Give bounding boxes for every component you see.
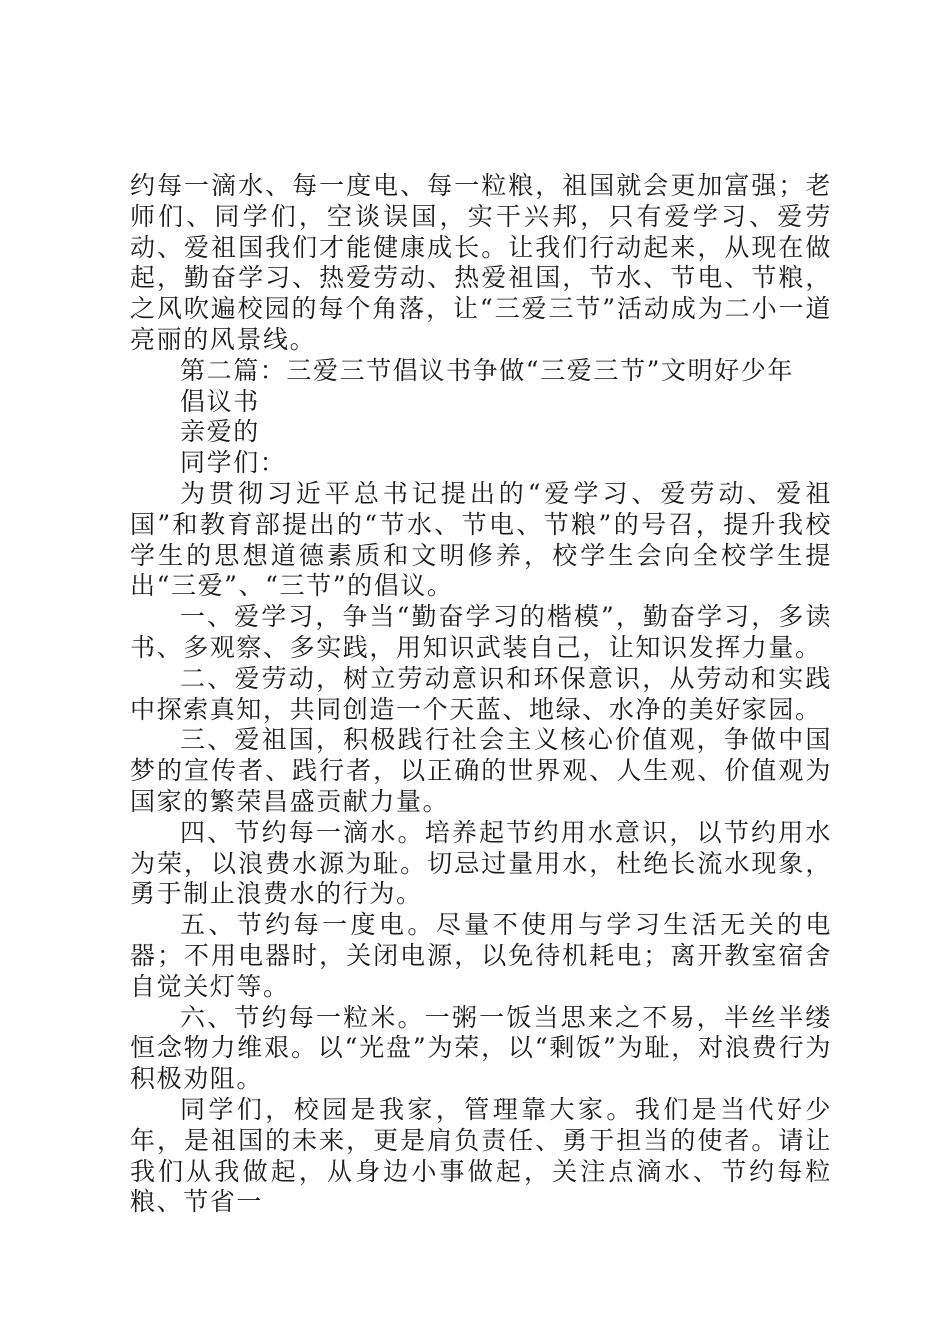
document-body bbox=[130, 171, 832, 1218]
proposal-item-5: 五、节约每一度电。尽量不使用与学习生活无关的电器；不用电器时，关闭电源，以免待机耗电；离开教室宿舍自觉关灯等。 bbox=[130, 910, 832, 1001]
intro-paragraph: 为贯彻习近平总书记提出的“爱学习、爱劳动、爱祖国”和教育部提出的“节水、节电、节粮”的号召，提升我校学生的思想道德素质和文明修养，校学生会向全校学生提出“三爱”、“三节”的倡议。 bbox=[130, 478, 832, 601]
closing-paragraph: 同学们，校园是我家，管理靠大家。我们是当代好少年，是祖国的未来，更是肩负责任、勇于担当的使者。请让我们从我做起，从身边小事做起，关注点滴水、节约每粒粮、节省一 bbox=[130, 1094, 832, 1217]
proposal-item-1: 一、爱学习，争当“勤奋学习的楷模”，勤奋学习，多读书、多观察、多实践，用知识武装自己，让知识发挥力量。 bbox=[130, 602, 832, 662]
proposal-item-2: 二、爱劳动，树立劳动意识和环保意识，从劳动和实践中探索真知，共同创造一个天蓝、地绿、水净的美好家园。 bbox=[130, 663, 832, 724]
salutation-line-2: 同学们： bbox=[180, 448, 287, 478]
document-title: 倡议书 bbox=[180, 386, 260, 416]
section-heading: 第二篇：三爱三节倡议书争做“三爱三节”文明好少年 bbox=[180, 355, 794, 385]
proposal-item-3: 三、爱祖国，积极践行社会主义核心价值观，争做中国梦的宣传者、践行者，以正确的世界观、人生观、价值观为国家的繁荣昌盛贡献力量。 bbox=[130, 725, 832, 816]
salutation-line-1: 亲爱的 bbox=[180, 417, 260, 447]
paragraph-continuation: 约每一滴水、每一度电、每一粒粮，祖国就会更加富强；老师们、同学们，空谈误国，实干兴邦，只有爱学习、爱劳动、爱祖国我们才能健康成长。让我们行动起来，从现在做起，勤奋学习、热爱劳动、热爱祖国，节水、节电、节粮，之风吹遍校园的每个角落，让“三爱三节”活动成为二小一道亮丽的风景线。 bbox=[130, 171, 832, 354]
proposal-item-4: 四、节约每一滴水。培养起节约用水意识，以节约用水为荣，以浪费水源为耻。切忌过量用水，杜绝长流水现象，勇于制止浪费水的行为。 bbox=[130, 817, 832, 909]
proposal-item-6: 六、节约每一粒米。一粥一饭当思来之不易，半丝半缕恒念物力维艰。以“光盘”为荣，以“剩饭”为耻，对浪费行为积极劝阻。 bbox=[130, 1002, 832, 1094]
